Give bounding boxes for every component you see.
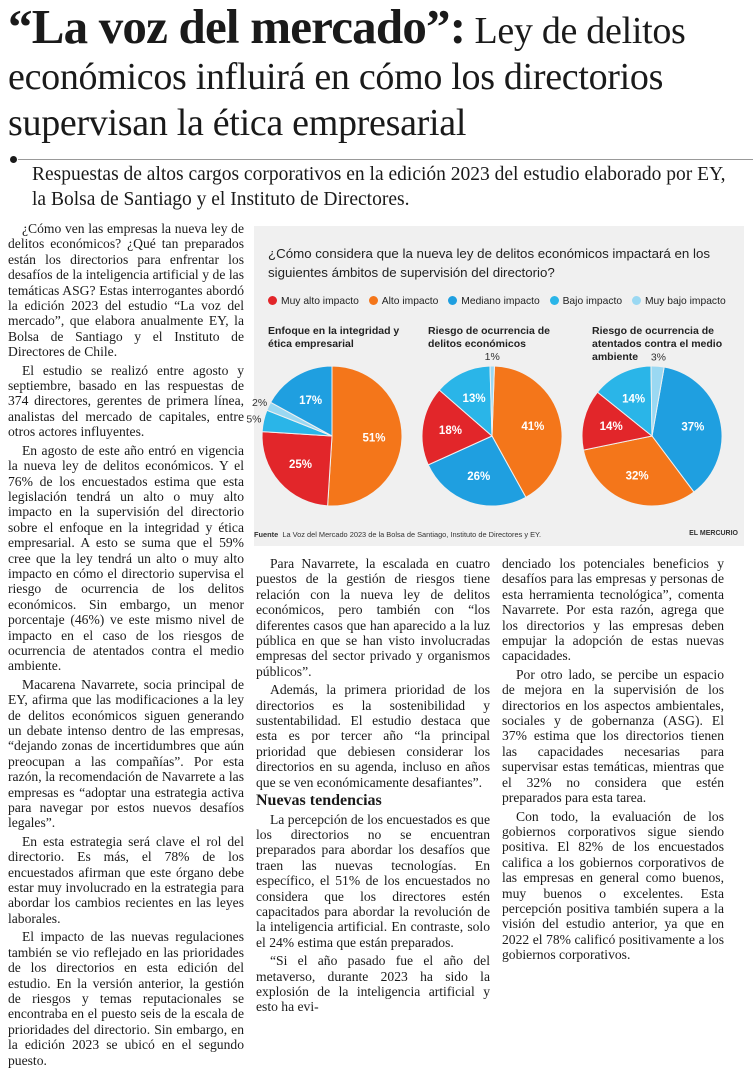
divider (18, 159, 753, 160)
paragraph: ¿Cómo ven las empresas la nueva ley de delitos económicos? ¿Qué tan preparados están los directorios para enfrentar los desafíos de la inteligencia artificial y de las temáticas ASG? Estas interrogantes abordó la edición 2023 del estudio “La voz del mercado”, que elabora anualmente EY, la Bolsa de Santiago y el Instituto de Directores de Chile. (8, 221, 244, 360)
legend-item: Bajo impacto (550, 296, 623, 307)
paragraph: Para Navarrete, la escalada en cuatro puestos de la gestión de riesgos tiene relación con la nueva ley de delitos económicos, pero también con “los diferentes casos que han aparecido a la luz pública en que se han visto involucradas empresas del sector privado y organismos públicos”. (256, 556, 490, 679)
credit: EL MERCURIO (689, 530, 738, 537)
headline (8, 0, 748, 146)
paragraph: denciado los potenciales beneficios y desafíos para las empresas y personas de esta herramienta tecnológica”, comenta Navarrete. Por esta razón, agrega que los directorios y las empresas deben empujar la adopción de estas nuevas capacidades. (502, 556, 724, 664)
pie-data-label: 5% (246, 413, 262, 426)
pie-data-label: 25% (288, 458, 313, 471)
margin-line (728, 470, 729, 980)
pie-title-3: Riesgo de ocurrencia de atentados contra el medio ambiente (592, 325, 723, 363)
headline-quote: “La voz del mercado”: (8, 0, 466, 54)
article-column-2 (256, 556, 490, 1015)
pie-data-label: 17% (299, 394, 323, 407)
infographic (246, 226, 744, 546)
pie-data-label: 32% (625, 470, 649, 483)
paragraph: “Si el año pasado fue el año del metaverso, durante 2023 ha sido la explosión de la inteligencia artificial y esto ha evi- (256, 953, 490, 1015)
pie-data-label: 3% (650, 351, 667, 364)
bullet-icon (10, 156, 17, 163)
paragraph: En agosto de este año entró en vigencia la nueva ley de delitos económicos. Y el 76% de los encuestados estima que esta legislación tendrá un alto o muy alto impacto en la supervisión del directorio sobre el enfoque en la integridad y ética empresarial. A esto se suma que el 59% cree que la ley tendrá un alto o muy alto impacto en cómo el directorio supervisa el riesgo de ocurrencia de los delitos económicos. Sin embargo, un menor porcentaje (46%) ve este mismo nivel de impacto en el caso de los riesgos de ocurrencia de atentados contra el medio ambiente. (8, 442, 244, 674)
pie-data-label: 13% (462, 393, 486, 406)
paragraph: El impacto de las nuevas regulaciones también se vio reflejado en las prioridades de los directorios en esta edición del estudio. En la versión anterior, la gestión de riesgos y temas reputacionales se encontraba en el puesto seis de la escala de prioridades del directorio. Sin embargo, en la edición 2023 se ubicó en el segundo puesto. (8, 929, 244, 1068)
legend-item: Alto impacto (369, 296, 439, 307)
deck-subtitle: Respuestas de altos cargos corporativos en la edición 2023 del estudio elaborado por EY, la Bolsa de Santiago y el Instituto de Directores. (32, 164, 726, 210)
paragraph: La percepción de los encuestados es que los directorios no se encuentran preparados para abordar los desafíos que traen las nuevas tecnologías. En específico, el 51% de los encuestados no considera que los directores estén capacitados para abordar la revolución de la inteligencia artificial. En contraste, solo el 24% estima que están preparados. (256, 811, 490, 950)
legend-item: Muy alto impacto (268, 296, 359, 307)
pie-title-1: Enfoque en la integridad y ética empresarial (268, 325, 400, 350)
headline-rest: Ley de delitos económicos influirá en cómo los directorios supervisan la ética empresarial (8, 10, 686, 144)
pie-data-label: 14% (622, 393, 646, 406)
source-note: Fuente La Voz del Mercado 2023 de la Bolsa de Santiago, Instituto de Directores y EY. EL MERCURIO (254, 530, 738, 539)
legend-item: Muy bajo impacto (632, 296, 726, 307)
paragraph: Macarena Navarrete, socia principal de EY, afirma que las modificaciones a la ley de delitos económicos siguen generando un debate intenso dentro de las empresas, “dejando zonas de incertidumbres que aún preocupan a las compañías”. Por esta razón, la recomendación de Navarrete a las empresas es “adoptar una estrategia activa para navegar por estos nuevos desafíos legales”. (8, 676, 244, 831)
pie-data-label: 2% (252, 396, 268, 409)
article-column-3 (502, 556, 724, 963)
pie-data-label: 18% (438, 424, 462, 437)
pie-data-label: 1% (484, 351, 500, 364)
paragraph: Además, la primera prioridad de los directorios es la sostenibilidad y sustentabilidad. El estudio destaca que esta es por tercer año “la principal prioridad que debiesen considerar los directorios en su agenda, incluso en años que se ven económicamente desafiantes”. (256, 682, 490, 790)
paragraph: Con todo, la evaluación de los gobiernos corporativos sigue siendo positiva. El 82% de los encuestados califica a los gobiernos corporativos de las empresas en general como buenos, muy buenos o excelentes. Esta percepción positiva también supera a la visión del estudio anterior, ya que en 2022 el 78% calificó positivamente a los gobiernos corporativos. (502, 808, 724, 963)
article-column-1 (8, 221, 244, 1068)
infographic-question: ¿Cómo considera que la nueva ley de delitos económicos impactará en los siguientes ámbitos de supervisión del directorio? (268, 246, 710, 280)
pie-title-2: Riesgo de ocurrencia de delitos económicos (428, 325, 550, 350)
pie-data-label: 51% (362, 432, 386, 445)
pie-data-label: 26% (467, 470, 491, 483)
pie-charts (246, 226, 744, 526)
subheading: Nuevas tendencias (256, 792, 382, 810)
legend-item: Mediano impacto (448, 296, 539, 307)
pie-data-label: 41% (521, 421, 545, 434)
paragraph: El estudio se realizó entre agosto y septiembre, basado en las respuestas de 374 directores, gerentes de primera línea, analistas del mercado de capitales, entre otros actores influyentes. (8, 362, 244, 440)
pie-data-label: 14% (599, 421, 623, 434)
pie-data-label: 37% (681, 421, 705, 434)
paragraph: En esta estrategia será clave el rol del directorio. Es más, el 78% de los encuestados afirman que este órgano debe estar muy involucrado en la estrategia para abordar los cambios recientes en las leyes laborales. (8, 833, 244, 926)
paragraph: Por otro lado, se percibe un espacio de mejora en la supervisión de los directorios en los aspectos ambientales, sociales y de gobernanza (ASG). El 37% estima que los directorios tienen las capacidades necesarias para supervisar estas temáticas, mientras que el 32% no considera que estén preparados para esta tarea. (502, 666, 724, 806)
